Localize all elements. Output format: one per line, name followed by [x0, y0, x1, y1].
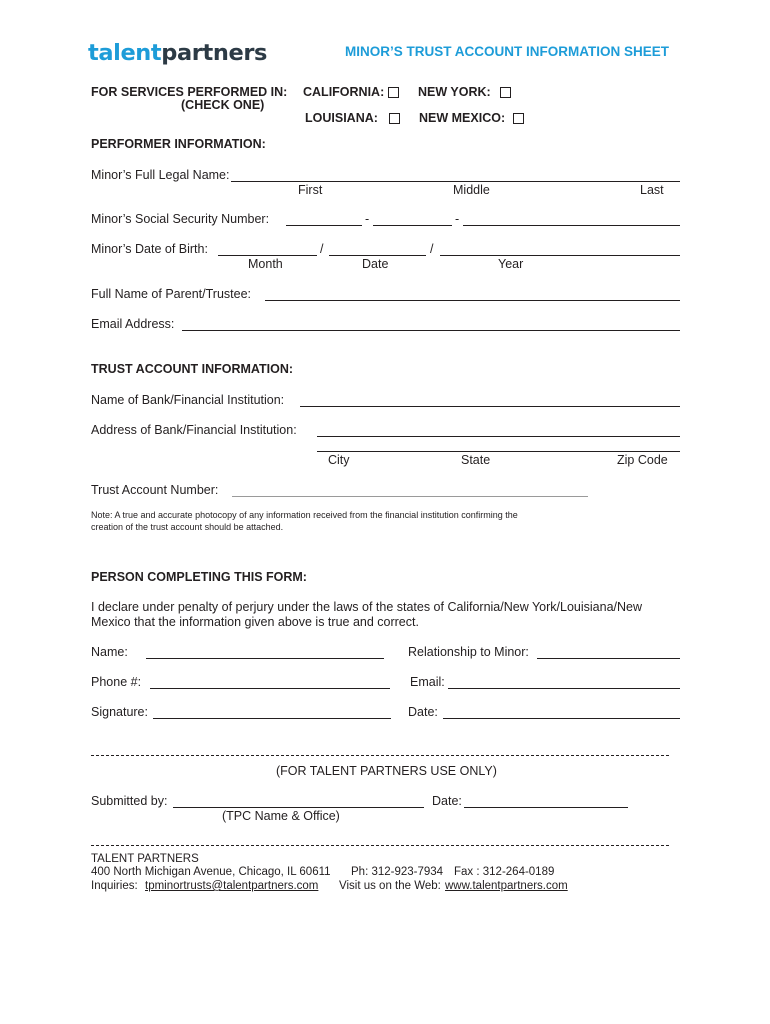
month-caption: Month [248, 257, 283, 271]
ssn-part3-field[interactable] [463, 225, 680, 226]
new-mexico-label: NEW MEXICO: [419, 111, 506, 125]
signature-label: Signature: [91, 705, 148, 719]
dob-year-field[interactable] [440, 255, 680, 256]
account-number-field[interactable] [232, 496, 588, 497]
footer-fax: Fax : 312-264-0189 [454, 866, 555, 878]
phone-label: Phone #: [91, 675, 142, 689]
parent-field[interactable] [265, 300, 680, 301]
bank-name-field[interactable] [300, 406, 680, 407]
louisiana-label: LOUISIANA: [305, 111, 378, 125]
state-caption: State [461, 453, 491, 467]
zip-caption: Zip Code [617, 453, 668, 467]
dob-label: Minor’s Date of Birth: [91, 242, 208, 256]
louisiana-checkbox[interactable] [389, 113, 400, 124]
dob-date-field[interactable] [329, 255, 426, 256]
full-name-field[interactable] [231, 181, 680, 182]
footer-inquiries-label: Inquiries: [91, 880, 138, 892]
email-address-label: Email Address: [91, 317, 175, 331]
year-caption: Year [498, 257, 524, 271]
new-york-checkbox[interactable] [500, 87, 511, 98]
bank-address-field[interactable] [317, 436, 680, 437]
account-number-label: Trust Account Number: [91, 483, 219, 497]
submitted-by-field[interactable] [173, 807, 424, 808]
last-caption: Last [640, 183, 664, 197]
signature-date-field[interactable] [443, 718, 680, 719]
phone-field[interactable] [150, 688, 390, 689]
bank-address-line2-field[interactable] [317, 451, 680, 452]
parent-label: Full Name of Parent/Trustee: [91, 287, 252, 301]
services-label: FOR SERVICES PERFORMED IN: [91, 85, 288, 99]
ssn-label: Minor’s Social Security Number: [91, 212, 270, 226]
office-date-label: Date: [432, 794, 462, 808]
dob-slash-2: / [430, 242, 434, 256]
talent-partners-logo [88, 40, 267, 66]
contact-email-label: Email: [410, 675, 445, 689]
relationship-label: Relationship to Minor: [408, 645, 529, 659]
full-name-label: Minor’s Full Legal Name: [91, 168, 230, 182]
declaration-line-1: I declare under penalty of perjury under the laws of the states of California/New York/Louisiana/New [91, 600, 643, 614]
city-caption: City [328, 453, 350, 467]
completing-heading: PERSON COMPLETING THIS FORM: [91, 570, 307, 584]
sheet-title: MINOR’S TRUST ACCOUNT INFORMATION SHEET [345, 44, 669, 59]
footer-company: TALENT PARTNERS [91, 853, 199, 865]
ssn-part1-field[interactable] [286, 225, 362, 226]
name-field[interactable] [146, 658, 384, 659]
performer-heading: PERFORMER INFORMATION: [91, 137, 266, 151]
footer-phone: Ph: 312-923-7934 [351, 866, 444, 878]
california-checkbox[interactable] [388, 87, 399, 98]
relationship-field[interactable] [537, 658, 680, 659]
new-york-label: NEW YORK: [418, 85, 491, 99]
footer-web-label: Visit us on the Web: [339, 880, 441, 892]
ssn-dash-2: - [455, 212, 460, 226]
declaration-line-2: Mexico that the information given above is true and correct. [91, 615, 419, 629]
bank-address-label: Address of Bank/Financial Institution: [91, 423, 297, 437]
signature-date-label: Date: [408, 705, 438, 719]
note-line-2: creation of the trust account should be attached. [91, 522, 284, 532]
contact-email-field[interactable] [448, 688, 680, 689]
middle-caption: Middle [453, 183, 490, 197]
logo-talent: talent [88, 40, 162, 66]
office-use-only: (FOR TALENT PARTNERS USE ONLY) [276, 764, 497, 778]
date-caption: Date [362, 257, 389, 271]
logo-partners: partners [161, 40, 268, 66]
services-check-one: (CHECK ONE) [181, 98, 265, 112]
office-date-field[interactable] [464, 807, 628, 808]
dob-month-field[interactable] [218, 255, 317, 256]
ssn-dash-1: - [365, 212, 370, 226]
trust-heading: TRUST ACCOUNT INFORMATION: [91, 362, 294, 376]
california-label: CALIFORNIA: [303, 85, 385, 99]
name-label: Name: [91, 645, 128, 659]
footer-inquiries-email-link[interactable]: tpminortrusts@talentpartners.com [145, 880, 319, 892]
new-mexico-checkbox[interactable] [513, 113, 524, 124]
dob-slash-1: / [320, 242, 324, 256]
footer-address: 400 North Michigan Avenue, Chicago, IL 60611 [91, 866, 331, 878]
tpc-name-caption: (TPC Name & Office) [222, 809, 340, 823]
first-caption: First [298, 183, 323, 197]
footer-web-link[interactable]: www.talentpartners.com [445, 880, 568, 892]
email-address-field[interactable] [182, 330, 680, 331]
bank-name-label: Name of Bank/Financial Institution: [91, 393, 285, 407]
dashed-divider-top [91, 755, 669, 756]
submitted-by-label: Submitted by: [91, 794, 168, 808]
signature-field[interactable] [153, 718, 391, 719]
dashed-divider-bottom [91, 845, 669, 846]
note-line-1: Note: A true and accurate photocopy of any information received from the financial institution confirming the [91, 510, 518, 520]
ssn-part2-field[interactable] [373, 225, 452, 226]
